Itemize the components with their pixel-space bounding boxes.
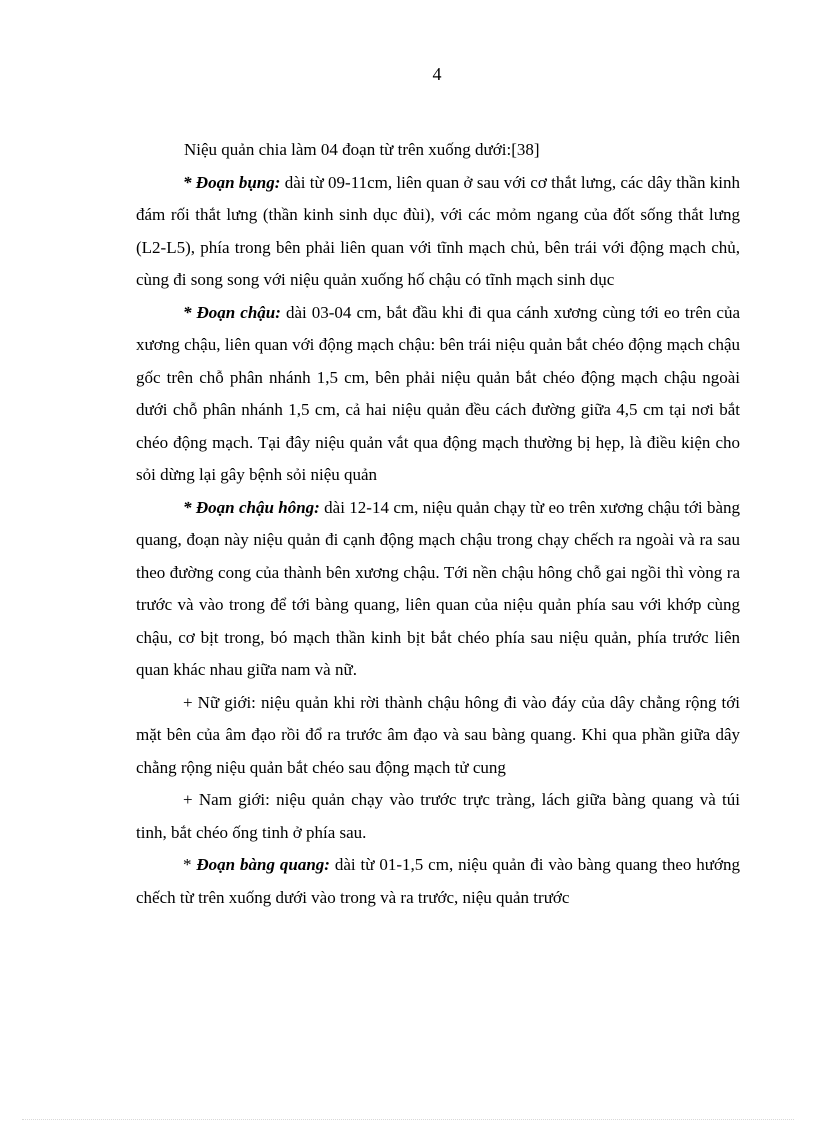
section-pelvic-hip [136, 492, 740, 687]
section-heading: * Đoạn chậu hông: [183, 497, 320, 517]
section-heading: * Đoạn bụng: [183, 172, 281, 192]
bottom-divider [22, 1119, 794, 1120]
section-text: dài từ 01-1,5 cm, niệu quản đi vào bàng quang theo hướng chếch từ trên xuống dưới vào trong và ra trước, niệu quản trước [136, 855, 741, 907]
male-paragraph: + Nam giới: niệu quản chạy vào trước trực tràng, lách giữa bàng quang và túi tinh, bắt chéo ống tinh ở phía sau. [136, 790, 740, 842]
section-heading: * Đoạn chậu: [183, 302, 281, 322]
section-bladder [136, 849, 740, 914]
section-text: dài 12-14 cm, niệu quản chạy từ eo trên xương chậu tới bàng quang, đoạn này niệu quản đi cạnh động mạch chậu trong chạy chếch ra ngoài và ra sau theo đường cong của thành bên xương chậu. Tới nền chậu hông chỗ gai ngồi thì vòng ra trước và vào trong để tới bàng quang, liên quan của niệu quản phía sau với khớp cùng chậu, cơ bịt trong, bó mạch thần kinh bịt bắt chéo phía sau niệu quản, phía trước liên quan khác nhau giữa nam và nữ. [136, 497, 740, 679]
female-paragraph: + Nữ giới: niệu quản khi rời thành chậu hông đi vào đáy của dây chằng rộng tới mặt bên của âm đạo rồi đổ ra trước âm đạo và sau bàng quang. Khi qua phần giữa dây chằng rộng niệu quản bắt chéo sau động mạch tử cung [136, 692, 740, 777]
section-text: dài từ 09-11cm, liên quan ở sau với cơ thắt lưng, các dây thần kinh đám rối thắt lưng (thần kinh sinh dục đùi), với các mỏm ngang của đốt sống thắt lưng (L2-L5), phía trong bên phải liên quan với tĩnh mạch chủ, bên trái với động mạch chủ, cùng đi song song với niệu quản xuống hố chậu có tĩnh mạch sinh dục [136, 172, 741, 289]
document-body [136, 134, 740, 914]
section-prefix: * [183, 855, 197, 874]
intro-paragraph: Niệu quản chia làm 04 đoạn từ trên xuống dưới:[38] [184, 140, 540, 159]
page-number: 4 [432, 64, 442, 84]
section-abdominal [136, 167, 740, 297]
section-text: dài 03-04 cm, bắt đầu khi đi qua cánh xương cùng tới eo trên của xương chậu, liên quan với động mạch chậu: bên trái niệu quản bắt chéo động mạch chậu gốc trên chỗ phân nhánh 1,5 cm, bên phải niệu quản bắt chéo động mạch chậu ngoài dưới chỗ phân nhánh 1,5 cm, cả hai niệu quản đều cách đường giữa 4,5 cm tại nơi bắt chéo động mạch. Tại đây niệu quản vắt qua động mạch thường bị hẹp, là điều kiện cho sỏi dừng lại gây bệnh sỏi niệu quản [136, 302, 740, 484]
section-heading: Đoạn bàng quang: [196, 855, 330, 874]
section-pelvic [136, 297, 740, 492]
